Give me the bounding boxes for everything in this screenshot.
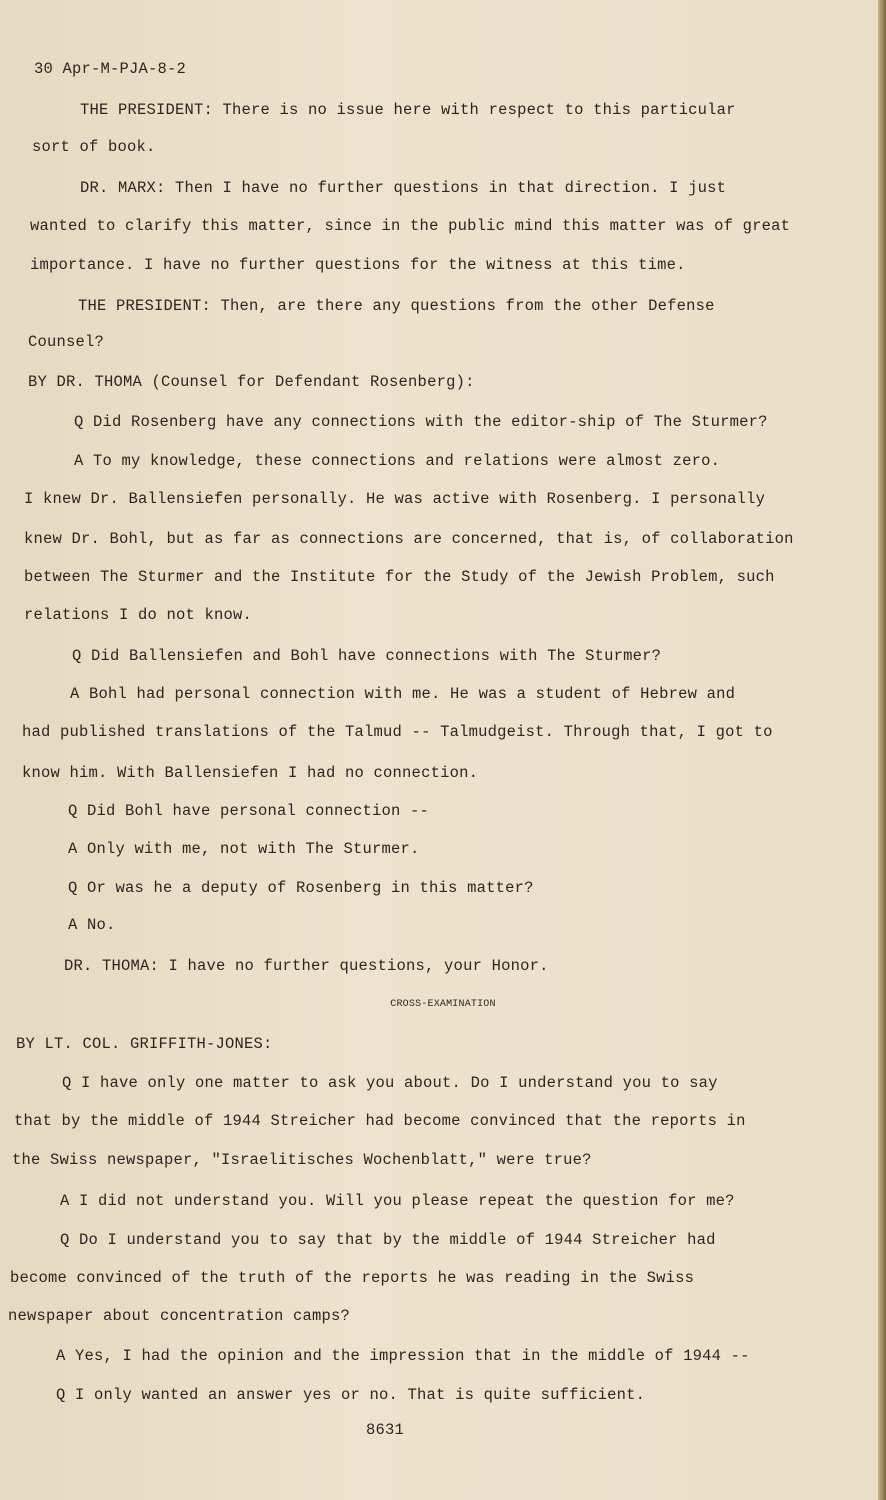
section-heading: CROSS-EXAMINATION	[390, 999, 496, 1010]
text-line: know him. With Ballensiefen I had no connection.	[22, 764, 479, 782]
text-line: sort of book.	[32, 138, 156, 156]
text-line: Counsel?	[28, 333, 105, 351]
text-line: had published translations of the Talmud -- Talmudgeist. Through that, I got to	[22, 723, 773, 741]
text-line: between The Sturmer and the Institute for the Study of the Jewish Problem, such	[24, 568, 775, 586]
text-line: Q Did Bohl have personal connection --	[68, 802, 430, 820]
text-line: A To my knowledge, these connections and relations were almost zero.	[74, 452, 721, 470]
text-line: wanted to clarify this matter, since in the public mind this matter was of great	[30, 217, 791, 235]
page-number: 8631	[366, 1421, 405, 1439]
text-line: become convinced of the truth of the reports he was reading in the Swiss	[10, 1269, 695, 1287]
text-line: Q Did Rosenberg have any connections with the editor-ship of The Sturmer?	[74, 413, 768, 431]
text-line: relations I do not know.	[24, 606, 253, 624]
text-line: BY DR. THOMA (Counsel for Defendant Rosenberg):	[28, 373, 475, 391]
text-line: that by the middle of 1944 Streicher had become convinced that the reports in	[14, 1112, 746, 1130]
header-ref: 30 Apr-M-PJA-8-2	[34, 60, 187, 78]
text-line: knew Dr. Bohl, but as far as connections are concerned, that is, of collaboration	[24, 530, 794, 548]
text-line: DR. THOMA: I have no further questions, your Honor.	[64, 957, 549, 975]
text-line: Q I only wanted an answer yes or no. That is quite sufficient.	[56, 1386, 646, 1404]
text-line: importance. I have no further questions for the witness at this time.	[30, 256, 686, 274]
text-line: DR. MARX: Then I have no further questions in that direction. I just	[80, 179, 727, 197]
text-line: A No.	[68, 916, 116, 934]
text-line: BY LT. COL. GRIFFITH-JONES:	[16, 1035, 273, 1053]
text-line: THE PRESIDENT: There is no issue here with respect to this particular	[80, 101, 736, 119]
text-line: A Yes, I had the opinion and the impression that in the middle of 1944 --	[56, 1347, 750, 1365]
text-line: A Bohl had personal connection with me. He was a student of Hebrew and	[70, 685, 736, 703]
text-line: the Swiss newspaper, "Israelitisches Wochenblatt," were true?	[12, 1151, 592, 1169]
page-edge	[878, 0, 886, 1500]
text-line: Q Did Ballensiefen and Bohl have connections with The Sturmer?	[72, 647, 662, 665]
text-line: newspaper about concentration camps?	[8, 1307, 351, 1325]
text-line: Q I have only one matter to ask you about. Do I understand you to say	[62, 1074, 718, 1092]
text-line: Q Or was he a deputy of Rosenberg in this matter?	[68, 879, 534, 897]
text-line: A I did not understand you. Will you please repeat the question for me?	[60, 1192, 735, 1210]
text-line: Q Do I understand you to say that by the middle of 1944 Streicher had	[60, 1231, 716, 1249]
text-line: I knew Dr. Ballensiefen personally. He was active with Rosenberg. I personally	[24, 490, 766, 508]
text-line: A Only with me, not with The Sturmer.	[68, 840, 420, 858]
text-line: THE PRESIDENT: Then, are there any questions from the other Defense	[78, 297, 715, 315]
